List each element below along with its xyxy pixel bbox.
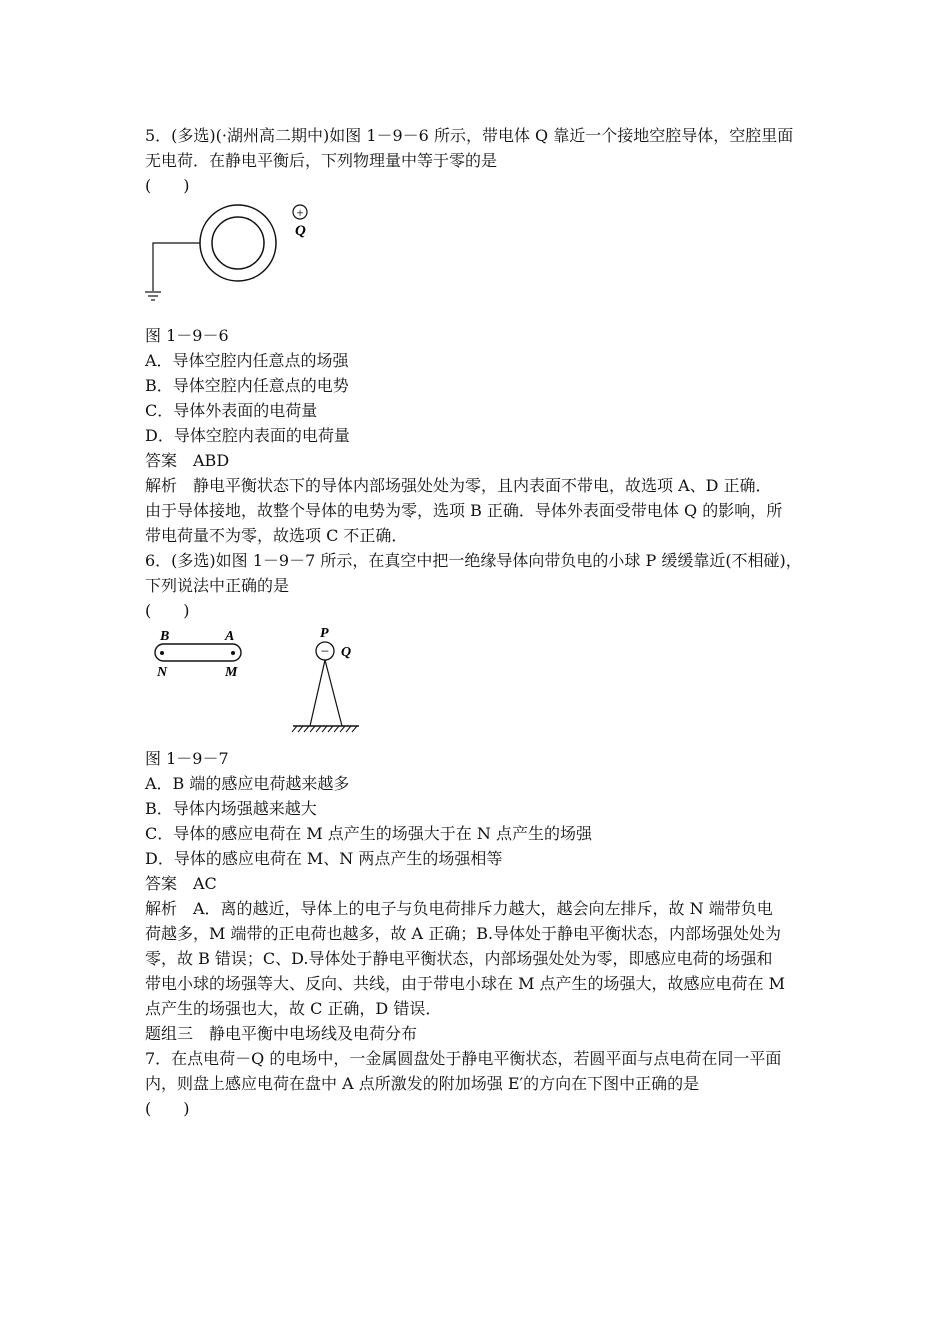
q5-stem-line2: 无电荷．在静电平衡后，下列物理量中等于零的是 (145, 151, 498, 170)
q6-analysis-line5: 点产生的场强也大，故 C 正确，D 错误． (145, 999, 442, 1018)
q5-answer-paren: ( ) (145, 176, 190, 195)
stand-left (310, 660, 325, 726)
q5-analysis-line3: 带电荷量不为零，故选项 C 不正确． (145, 526, 408, 545)
figure-1-9-7 (145, 620, 375, 738)
label-q: Q (341, 645, 352, 660)
insulated-conductor (155, 644, 241, 661)
q5-stem-line1: 5．(多选)(·湖州高二期中)如图 1－9－6 所示，带电体 Q 靠近一个接地空腔导体，空腔里面 (145, 126, 794, 145)
q6-option-a: A．B 端的感应电荷越来越多 (145, 774, 350, 793)
section-heading-group3: 题组三 静电平衡中电场线及电荷分布 (145, 1024, 418, 1043)
q5-analysis-line1: 解析 静电平衡状态下的导体内部场强处处为零，且内表面不带电，故选项 A、D 正确． (145, 476, 772, 495)
q5-answer: 答案 ABD (145, 451, 230, 470)
q7-stem-line2: 内，则盘上感应电荷在盘中 A 点所激发的附加场强 E′的方向在下图中正确的是 (145, 1074, 700, 1093)
label-b: B (160, 629, 170, 644)
label-m: M (225, 665, 238, 680)
ball-sign-minus: − (320, 644, 330, 660)
point-n (160, 651, 164, 655)
point-m (231, 651, 235, 655)
q5-analysis-line2: 由于导体接地，故整个导体的电势为零，选项 B 正确．导体外表面受带电体 Q 的影响，所 (145, 501, 783, 520)
q5-option-a: A．导体空腔内任意点的场强 (145, 351, 349, 370)
q6-option-c: C．导体的感应电荷在 M 点产生的场强大于在 N 点产生的场强 (145, 824, 592, 843)
figure-1-9-6 (140, 195, 330, 315)
q6-analysis-line2: 荷越多，M 端带的正电荷也越多，故 A 正确；B.导体处于静电平衡状态，内部场强处处为 (145, 924, 782, 943)
q5-option-d: D．导体空腔内表面的电荷量 (145, 426, 350, 445)
q7-stem-line1: 7．在点电荷－Q 的电场中，一金属圆盘处于静电平衡状态，若圆平面与点电荷在同一平面 (145, 1049, 782, 1068)
stand-right (325, 660, 342, 726)
q6-answer-paren: ( ) (145, 601, 190, 620)
q6-option-b: B．导体内场强越来越大 (145, 799, 317, 818)
label-p: P (320, 626, 329, 641)
q6-analysis-line3: 零，故 B 错误；C、D.导体处于静电平衡状态，内部场强处处为零，即感应电荷的场强和 (145, 949, 773, 968)
q6-analysis-line4: 带电小球的场强等大、反向、共线，由于带电小球在 M 点产生的场强大，故感应电荷在 M (145, 974, 786, 993)
cavity-conductor-inner (212, 217, 264, 269)
q6-analysis-line1: 解析 A．离的越近，导体上的电子与负电荷排斥力越大，越会向左排斥，故 N 端带负电 (145, 899, 773, 918)
label-a: A (225, 629, 235, 644)
q5-figure-caption: 图 1－9－6 (145, 326, 229, 345)
q6-answer: 答案 AC (145, 874, 217, 893)
q5-option-b: B．导体空腔内任意点的电势 (145, 376, 349, 395)
charge-sign: + (296, 205, 304, 220)
q6-option-d: D．导体的感应电荷在 M、N 两点产生的场强相等 (145, 849, 503, 868)
base-hatching (292, 726, 357, 732)
label-n: N (157, 665, 168, 680)
q6-figure-caption: 图 1－9－7 (145, 749, 229, 768)
q5-option-c: C．导体外表面的电荷量 (145, 401, 318, 420)
q7-answer-paren: ( ) (145, 1099, 190, 1118)
q6-stem-line2: 下列说法中正确的是 (145, 576, 290, 595)
charge-label-q: Q (295, 223, 306, 239)
ground-wire (153, 243, 200, 291)
q6-stem-line1: 6．(多选)如图 1－9－7 所示，在真空中把一绝缘导体向带负电的小球 P 缓缓靠近(不相碰)， (145, 551, 802, 570)
